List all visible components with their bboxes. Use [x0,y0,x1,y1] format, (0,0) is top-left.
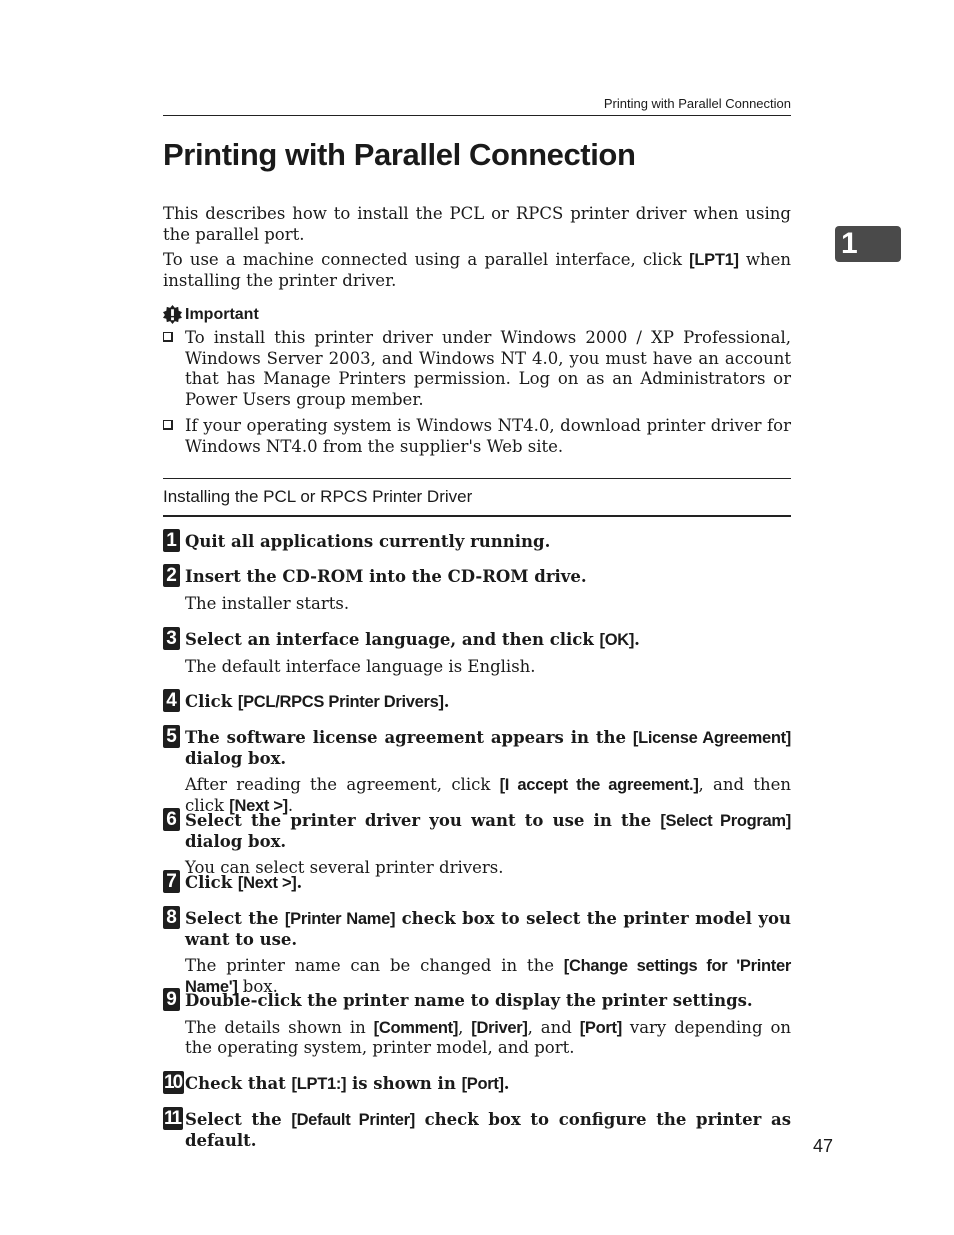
important-item-text: To install this printer driver under Windows 2000 / XP Professional, Windows Server 2003, and Windows NT 4.0, you must have an account that has Manage Printers permission. Log on as an Administrators or Power Users group member. [185,328,791,409]
step-text: The software license agreement appears in the [185,728,633,747]
lpt1-key: [LPT1] [689,251,739,269]
step-6 [163,808,791,879]
step-4 [163,689,791,713]
step-text: dialog box. [185,831,287,851]
step-number-badge: 4 [163,689,180,712]
step-number-badge: 6 [163,808,180,831]
step-text: Select an interface language, and then click [185,630,600,649]
lpt1-port-key: [LPT1:] [291,1075,347,1093]
section-heading: Installing the PCL or RPCS Printer Driver [163,478,791,517]
license-agreement-key: [License Agreement] [632,729,791,747]
important-heading [163,305,259,324]
important-item [163,328,791,410]
change-settings-key: [Change settings for 'Printer Name'] [185,957,791,996]
step-body [185,1018,791,1059]
checkbox-bullet-icon [163,332,173,342]
intro-paragraph-2 [163,250,791,291]
step-8 [163,906,791,997]
next-key: [Next >] [237,874,297,892]
intro-text: when installing the printer driver. [163,250,791,290]
step-text: The printer name can be changed in the [185,956,564,975]
step-text: Click [185,692,238,711]
pcl-rpcs-key: [PCL/RPCS Printer Drivers] [237,693,444,711]
step-text: , and [527,1017,580,1037]
port-key: [Port] [579,1018,622,1037]
step-text: box. [237,976,278,996]
step-5 [163,725,791,816]
step-text: . [287,795,294,815]
step-heading [185,689,791,713]
step-number-badge: 3 [163,627,180,650]
step-10 [163,1071,791,1095]
step-9 [163,988,791,1059]
driver-key: [Driver] [471,1018,528,1037]
step-text: , [458,1017,472,1037]
important-icon [163,305,182,324]
step-text: check box to select the printer model you want to use. [185,909,792,949]
important-label: Important [185,305,259,323]
running-head: Printing with Parallel Connection [163,96,791,116]
step-body: The installer starts. [185,593,350,613]
step-heading: Quit all applications currently running. [185,532,551,551]
step-number-badge: 5 [163,725,180,748]
step-3 [163,627,791,677]
step-heading [185,725,791,769]
page-title: Printing with Parallel Connection [163,137,636,172]
step-heading: Double-click the printer name to display the printer settings. [185,991,753,1010]
step-body: The default interface language is English. [185,656,536,676]
next-key: [Next >] [229,796,288,815]
step-text: . [443,692,450,711]
step-text: Select the printer driver you want to use in the [185,811,661,830]
step-11 [163,1107,791,1151]
accept-agreement-key: [I accept the agreement.] [499,776,699,794]
step-text: Select the [185,1110,292,1129]
step-body: You can select several printer drivers. [185,858,504,877]
step-number-badge: 8 [163,906,180,929]
step-number-badge: 2 [163,564,180,587]
step-heading [185,627,791,651]
step-heading [185,906,791,950]
chapter-tab: 1 [835,226,901,262]
default-printer-key: [Default Printer] [291,1111,415,1129]
step-heading [185,808,791,852]
step-number-badge: 7 [163,870,180,893]
step-text: The details shown in [185,1017,374,1037]
step-heading [185,870,791,894]
step-text: vary depending on the operating system, printer model, and port. [185,1017,792,1057]
page-number: 47 [813,1136,834,1156]
step-text: . [503,1074,510,1093]
intro-paragraph-1: This describes how to install the PCL or RPCS printer driver when using the parallel port. [163,204,791,244]
step-heading [185,1107,791,1151]
step-text: Select the [185,909,285,928]
step-7 [163,870,791,894]
important-item [163,416,791,457]
select-program-key: [Select Program] [660,812,791,830]
printer-name-key: [Printer Name] [284,910,396,928]
step-text: After reading the agreement, click [185,775,500,794]
step-1 [163,529,791,553]
step-text: Click [185,873,238,892]
step-number-badge: 11 [163,1107,183,1130]
step-text: check box to configure the printer as default. [185,1110,792,1150]
port-key: [Port] [461,1075,504,1093]
important-item-text: If your operating system is Windows NT4.0, download printer driver for Windows NT4.0 from the supplier's Web site. [185,416,791,456]
step-number-badge: 1 [163,529,180,552]
step-heading [185,1071,791,1095]
step-2 [163,564,791,614]
step-text: is shown in [346,1074,462,1093]
step-text: , and then click [185,775,791,815]
comment-key: [Comment] [373,1018,459,1037]
step-text: dialog box. [185,748,287,768]
step-text: Check that [185,1074,292,1093]
intro-text: To use a machine connected using a parallel interface, click [163,250,690,269]
checkbox-bullet-icon [163,420,173,430]
step-number-badge: 10 [163,1071,184,1094]
step-heading: Insert the CD-ROM into the CD-ROM drive. [185,567,587,586]
step-text: . [634,630,640,649]
ok-key: [OK] [599,631,635,649]
step-number-badge: 9 [163,988,180,1011]
step-text: . [296,873,303,892]
